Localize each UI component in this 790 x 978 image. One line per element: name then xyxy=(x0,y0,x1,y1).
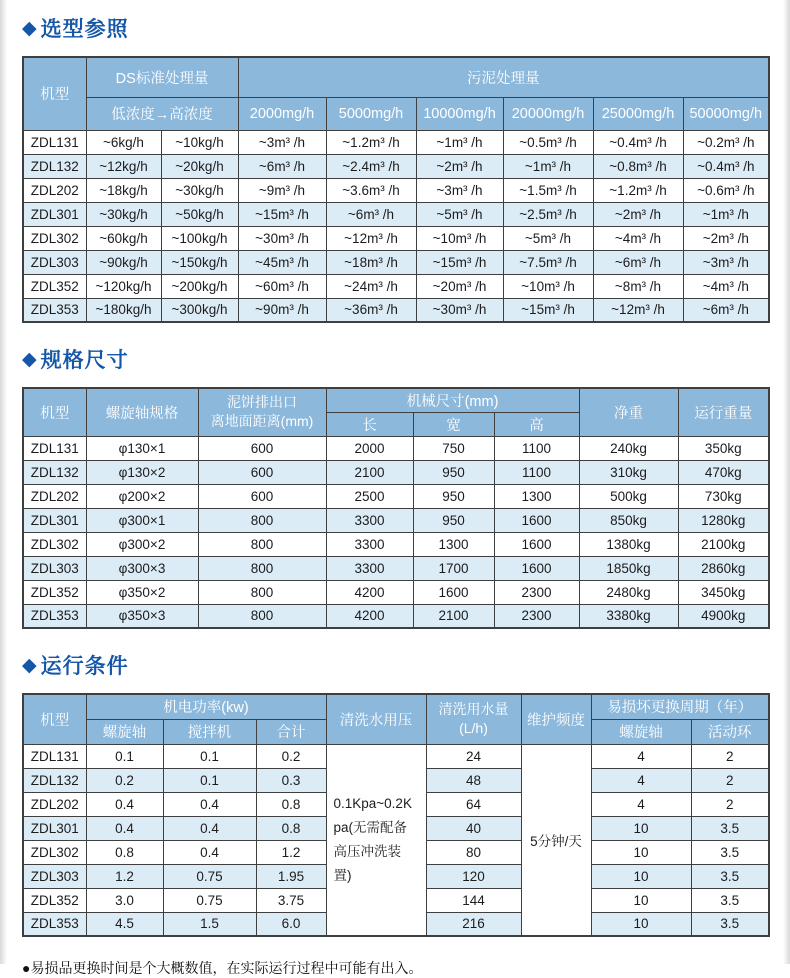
value-cell: ~24m³ /h xyxy=(326,274,416,298)
col-header-wear-screw: 螺旋轴 xyxy=(591,719,691,744)
value-cell: 10 xyxy=(591,840,691,864)
value-cell: 3.5 xyxy=(691,888,769,912)
value-cell: ~18m³ /h xyxy=(326,250,416,274)
value-cell: 3.75 xyxy=(256,888,326,912)
value-cell: 0.1 xyxy=(163,744,256,768)
value-cell: ~0.2m³ /h xyxy=(683,130,769,154)
value-cell: ~3.6m³ /h xyxy=(326,178,416,202)
selection-table xyxy=(22,56,770,323)
diamond-icon: ◆ xyxy=(22,348,38,370)
col-header-width: 宽 xyxy=(413,412,494,436)
value-cell: 950 xyxy=(413,508,494,532)
value-cell: ~6m³ /h xyxy=(238,154,326,178)
model-cell: ZDL132 xyxy=(23,460,86,484)
section-title-text: 规格尺寸 xyxy=(40,349,129,372)
value-cell: ~2m³ /h xyxy=(593,202,683,226)
value-cell: 80 xyxy=(426,840,521,864)
value-cell: ~10m³ /h xyxy=(416,226,503,250)
value-cell: 0.1 xyxy=(86,744,163,768)
col-header-screw-spec: 螺旋轴规格 xyxy=(86,388,198,436)
value-cell: 3.5 xyxy=(691,864,769,888)
value-cell: ~0.4m³ /h xyxy=(593,130,683,154)
model-cell: ZDL302 xyxy=(23,840,86,864)
col-header-model: 机型 xyxy=(23,694,86,744)
col-header-20000mgh: 20000mg/h xyxy=(503,97,593,130)
col-group-motor-power: 机电功率(kw) xyxy=(86,694,326,719)
value-cell: 40 xyxy=(426,816,521,840)
model-cell: ZDL202 xyxy=(23,178,86,202)
value-cell: φ300×2 xyxy=(86,532,198,556)
model-cell: ZDL131 xyxy=(23,744,86,768)
value-cell: 3.5 xyxy=(691,840,769,864)
value-cell: 240kg xyxy=(579,436,678,460)
value-cell: 3.5 xyxy=(691,912,769,936)
table-row xyxy=(23,202,769,226)
value-cell: 0.75 xyxy=(163,888,256,912)
col-header-operating-weight: 运行重量 xyxy=(678,388,769,436)
value-cell: ~100kg/h xyxy=(161,226,238,250)
value-cell: φ200×2 xyxy=(86,484,198,508)
col-header-model: 机型 xyxy=(23,388,86,436)
model-cell: ZDL352 xyxy=(23,580,86,604)
value-cell: 850kg xyxy=(579,508,678,532)
value-cell: 2100kg xyxy=(678,532,769,556)
value-cell: ~0.5m³ /h xyxy=(503,130,593,154)
value-cell: 216 xyxy=(426,912,521,936)
value-cell: ~12m³ /h xyxy=(326,226,416,250)
table-row xyxy=(23,508,769,532)
model-cell: ZDL303 xyxy=(23,556,86,580)
value-cell: ~2.5m³ /h xyxy=(503,202,593,226)
value-cell: 600 xyxy=(198,484,326,508)
value-cell: 3.0 xyxy=(86,888,163,912)
header-row xyxy=(23,388,769,412)
value-cell: 0.8 xyxy=(256,816,326,840)
value-cell: 4 xyxy=(591,768,691,792)
value-cell: ~30kg/h xyxy=(86,202,161,226)
value-cell: 3300 xyxy=(326,556,413,580)
value-cell: 3300 xyxy=(326,532,413,556)
model-cell: ZDL302 xyxy=(23,532,86,556)
value-cell: 2 xyxy=(691,768,769,792)
value-cell: ~3m³ /h xyxy=(416,178,503,202)
value-cell: 1700 xyxy=(413,556,494,580)
model-cell: ZDL353 xyxy=(23,298,86,322)
operating-table xyxy=(22,693,770,937)
footer-note: ●易损品更换时间是个大概数值，在实际运行过程中可能有出入。 xyxy=(22,960,423,976)
diamond-icon: ◆ xyxy=(22,17,38,39)
value-cell: 10 xyxy=(591,816,691,840)
table-row xyxy=(23,298,769,322)
value-cell: 120 xyxy=(426,864,521,888)
value-cell: ~1.5m³ /h xyxy=(503,178,593,202)
table-row xyxy=(23,154,769,178)
value-cell: 2500 xyxy=(326,484,413,508)
col-group-sludge-capacity: 污泥处理量 xyxy=(238,57,769,97)
table-row xyxy=(23,226,769,250)
model-cell: ZDL301 xyxy=(23,508,86,532)
value-cell: 1.2 xyxy=(86,864,163,888)
value-cell: ~9m³ /h xyxy=(238,178,326,202)
wash-water-header-line2: (L/h) xyxy=(459,720,488,737)
value-cell: 3380kg xyxy=(579,604,678,628)
col-group-machine-size: 机械尺寸(mm) xyxy=(326,388,579,412)
value-cell: φ350×3 xyxy=(86,604,198,628)
section-title-operating xyxy=(22,650,768,680)
header-row xyxy=(23,57,769,97)
value-cell: 1.5 xyxy=(163,912,256,936)
value-cell: 4 xyxy=(591,792,691,816)
value-cell: 2 xyxy=(691,792,769,816)
value-cell: 950 xyxy=(413,484,494,508)
col-header-model: 机型 xyxy=(23,57,86,130)
col-header-5000mgh: 5000mg/h xyxy=(326,97,416,130)
wash-water-header-line1: 清洗用水量 xyxy=(438,701,509,718)
value-cell: ~20kg/h xyxy=(161,154,238,178)
col-header-discharge-height xyxy=(198,388,326,436)
value-cell: ~4m³ /h xyxy=(593,226,683,250)
value-cell: ~1.2m³ /h xyxy=(593,178,683,202)
value-cell: ~30kg/h xyxy=(161,178,238,202)
model-cell: ZDL303 xyxy=(23,250,86,274)
value-cell: 3300 xyxy=(326,508,413,532)
value-cell: 0.2 xyxy=(256,744,326,768)
value-cell: ~1m³ /h xyxy=(683,202,769,226)
table-row xyxy=(23,436,769,460)
value-cell: 4 xyxy=(591,744,691,768)
maintenance-freq-merged-cell: 5分钟/天 xyxy=(521,744,591,936)
value-cell: ~150kg/h xyxy=(161,250,238,274)
value-cell: ~50kg/h xyxy=(161,202,238,226)
table-row xyxy=(23,580,769,604)
value-cell: ~7.5m³ /h xyxy=(503,250,593,274)
value-cell: ~5m³ /h xyxy=(416,202,503,226)
value-cell: ~180kg/h xyxy=(86,298,161,322)
value-cell: 4900kg xyxy=(678,604,769,628)
value-cell: ~10kg/h xyxy=(161,130,238,154)
value-cell: ~2.4m³ /h xyxy=(326,154,416,178)
value-cell: 600 xyxy=(198,436,326,460)
value-cell: 0.4 xyxy=(86,816,163,840)
table-row xyxy=(23,460,769,484)
col-header-wash-pressure: 清洗水用压 xyxy=(326,694,426,744)
value-cell: ~1.2m³ /h xyxy=(326,130,416,154)
value-cell: ~36m³ /h xyxy=(326,298,416,322)
value-cell: 800 xyxy=(198,604,326,628)
table-row xyxy=(23,604,769,628)
value-cell: ~60kg/h xyxy=(86,226,161,250)
value-cell: 2300 xyxy=(494,580,579,604)
col-group-wear-replacement-cycle: 易损坏更换周期（年） xyxy=(591,694,769,719)
col-header-2000mgh: 2000mg/h xyxy=(238,97,326,130)
col-header-50000mgh: 50000mg/h xyxy=(683,97,769,130)
col-header-25000mgh: 25000mg/h xyxy=(593,97,683,130)
col-header-length: 长 xyxy=(326,412,413,436)
value-cell: 1100 xyxy=(494,460,579,484)
col-header-power-mixer: 搅拌机 xyxy=(163,719,256,744)
value-cell: 2000 xyxy=(326,436,413,460)
value-cell: φ130×2 xyxy=(86,460,198,484)
col-header-wear-ring: 活动环 xyxy=(691,719,769,744)
col-header-maintenance-freq: 维护频度 xyxy=(521,694,591,744)
table-row xyxy=(23,556,769,580)
value-cell: 1380kg xyxy=(579,532,678,556)
header-row xyxy=(23,694,769,719)
value-cell: ~2m³ /h xyxy=(416,154,503,178)
diamond-icon: ◆ xyxy=(22,654,38,676)
value-cell: ~6kg/h xyxy=(86,130,161,154)
table-row xyxy=(23,130,769,154)
value-cell: 800 xyxy=(198,556,326,580)
value-cell: ~300kg/h xyxy=(161,298,238,322)
value-cell: φ300×3 xyxy=(86,556,198,580)
model-cell: ZDL132 xyxy=(23,768,86,792)
value-cell: 950 xyxy=(413,460,494,484)
col-header-power-total: 合计 xyxy=(256,719,326,744)
col-header-concentration-range: 低浓度→高浓度 xyxy=(86,97,238,130)
value-cell: 2300 xyxy=(494,604,579,628)
value-cell: ~18kg/h xyxy=(86,178,161,202)
value-cell: 800 xyxy=(198,532,326,556)
value-cell: 1600 xyxy=(413,580,494,604)
section-title-text: 运行条件 xyxy=(40,655,129,678)
value-cell: 1100 xyxy=(494,436,579,460)
value-cell: 0.4 xyxy=(86,792,163,816)
value-cell: ~30m³ /h xyxy=(238,226,326,250)
value-cell: 0.1 xyxy=(163,768,256,792)
section-title-selection xyxy=(22,13,768,43)
value-cell: 500kg xyxy=(579,484,678,508)
col-header-power-screw: 螺旋轴 xyxy=(86,719,163,744)
section-selection-reference xyxy=(22,13,768,323)
value-cell: ~60m³ /h xyxy=(238,274,326,298)
value-cell: 0.3 xyxy=(256,768,326,792)
value-cell: 1300 xyxy=(494,484,579,508)
value-cell: ~8m³ /h xyxy=(593,274,683,298)
value-cell: 48 xyxy=(426,768,521,792)
model-cell: ZDL352 xyxy=(23,274,86,298)
value-cell: 470kg xyxy=(678,460,769,484)
value-cell: ~30m³ /h xyxy=(416,298,503,322)
table-row xyxy=(23,744,769,768)
value-cell: 800 xyxy=(198,508,326,532)
value-cell: 4.5 xyxy=(86,912,163,936)
value-cell: ~15m³ /h xyxy=(416,250,503,274)
value-cell: 2480kg xyxy=(579,580,678,604)
table-row xyxy=(23,178,769,202)
value-cell: ~10m³ /h xyxy=(503,274,593,298)
dimensions-table xyxy=(22,387,770,629)
value-cell: ~1m³ /h xyxy=(416,130,503,154)
value-cell: 0.4 xyxy=(163,840,256,864)
value-cell: ~6m³ /h xyxy=(326,202,416,226)
col-header-net-weight: 净重 xyxy=(579,388,678,436)
value-cell: φ350×2 xyxy=(86,580,198,604)
value-cell: 10 xyxy=(591,888,691,912)
section-dimensions xyxy=(22,344,768,629)
model-cell: ZDL303 xyxy=(23,864,86,888)
model-cell: ZDL132 xyxy=(23,154,86,178)
header-row xyxy=(23,97,769,130)
section-title-dimensions xyxy=(22,344,768,374)
value-cell: ~5m³ /h xyxy=(503,226,593,250)
value-cell: 310kg xyxy=(579,460,678,484)
value-cell: ~0.4m³ /h xyxy=(683,154,769,178)
value-cell: ~6m³ /h xyxy=(683,298,769,322)
value-cell: 1.2 xyxy=(256,840,326,864)
value-cell: 750 xyxy=(413,436,494,460)
value-cell: 144 xyxy=(426,888,521,912)
value-cell: ~3m³ /h xyxy=(238,130,326,154)
col-group-ds-capacity: DS标准处理量 xyxy=(86,57,238,97)
model-cell: ZDL131 xyxy=(23,130,86,154)
value-cell: 3450kg xyxy=(678,580,769,604)
value-cell: 730kg xyxy=(678,484,769,508)
value-cell: ~2m³ /h xyxy=(683,226,769,250)
value-cell: 2 xyxy=(691,744,769,768)
value-cell: ~3m³ /h xyxy=(683,250,769,274)
value-cell: 10 xyxy=(591,864,691,888)
col-header-wash-water xyxy=(426,694,521,744)
value-cell: ~12m³ /h xyxy=(593,298,683,322)
model-cell: ZDL353 xyxy=(23,604,86,628)
model-cell: ZDL302 xyxy=(23,226,86,250)
col-header-10000mgh: 10000mg/h xyxy=(416,97,503,130)
value-cell: 1850kg xyxy=(579,556,678,580)
value-cell: 1.95 xyxy=(256,864,326,888)
value-cell: ~20m³ /h xyxy=(416,274,503,298)
table-row xyxy=(23,484,769,508)
value-cell: 1300 xyxy=(413,532,494,556)
value-cell: 0.8 xyxy=(256,792,326,816)
value-cell: ~4m³ /h xyxy=(683,274,769,298)
table-row xyxy=(23,532,769,556)
value-cell: 0.8 xyxy=(86,840,163,864)
value-cell: ~90m³ /h xyxy=(238,298,326,322)
value-cell: φ300×1 xyxy=(86,508,198,532)
section-title-text: 选型参照 xyxy=(40,18,129,41)
value-cell: ~45m³ /h xyxy=(238,250,326,274)
value-cell: 350kg xyxy=(678,436,769,460)
value-cell: ~15m³ /h xyxy=(238,202,326,226)
model-cell: ZDL353 xyxy=(23,912,86,936)
value-cell: ~90kg/h xyxy=(86,250,161,274)
value-cell: 1600 xyxy=(494,556,579,580)
model-cell: ZDL202 xyxy=(23,792,86,816)
value-cell: 24 xyxy=(426,744,521,768)
model-cell: ZDL301 xyxy=(23,202,86,226)
value-cell: 1600 xyxy=(494,508,579,532)
value-cell: 0.2 xyxy=(86,768,163,792)
value-cell: ~200kg/h xyxy=(161,274,238,298)
value-cell: 1280kg xyxy=(678,508,769,532)
value-cell: ~15m³ /h xyxy=(503,298,593,322)
value-cell: 2100 xyxy=(326,460,413,484)
value-cell: 64 xyxy=(426,792,521,816)
model-cell: ZDL301 xyxy=(23,816,86,840)
value-cell: ~6m³ /h xyxy=(593,250,683,274)
value-cell: 0.75 xyxy=(163,864,256,888)
value-cell: ~1m³ /h xyxy=(503,154,593,178)
value-cell: 4200 xyxy=(326,580,413,604)
value-cell: ~0.8m³ /h xyxy=(593,154,683,178)
wash-pressure-merged-cell: 0.1Kpa~0.2Kpa(无需配备高压冲洗装置) xyxy=(326,744,426,936)
table-row xyxy=(23,250,769,274)
value-cell: 1600 xyxy=(494,532,579,556)
model-cell: ZDL202 xyxy=(23,484,86,508)
model-cell: ZDL131 xyxy=(23,436,86,460)
value-cell: φ130×1 xyxy=(86,436,198,460)
value-cell: 6.0 xyxy=(256,912,326,936)
value-cell: ~0.6m³ /h xyxy=(683,178,769,202)
section-operating-conditions xyxy=(22,650,768,937)
value-cell: 10 xyxy=(591,912,691,936)
col-header-height: 高 xyxy=(494,412,579,436)
model-cell: ZDL352 xyxy=(23,888,86,912)
value-cell: 800 xyxy=(198,580,326,604)
table-row xyxy=(23,274,769,298)
discharge-header-line1: 泥饼排出口 xyxy=(227,394,297,411)
value-cell: 2100 xyxy=(413,604,494,628)
value-cell: ~120kg/h xyxy=(86,274,161,298)
value-cell: 0.4 xyxy=(163,792,256,816)
value-cell: 2860kg xyxy=(678,556,769,580)
discharge-header-line2: 离地面距离(mm) xyxy=(210,413,314,430)
value-cell: ~12kg/h xyxy=(86,154,161,178)
value-cell: 600 xyxy=(198,460,326,484)
value-cell: 4200 xyxy=(326,604,413,628)
value-cell: 3.5 xyxy=(691,816,769,840)
value-cell: 0.4 xyxy=(163,816,256,840)
